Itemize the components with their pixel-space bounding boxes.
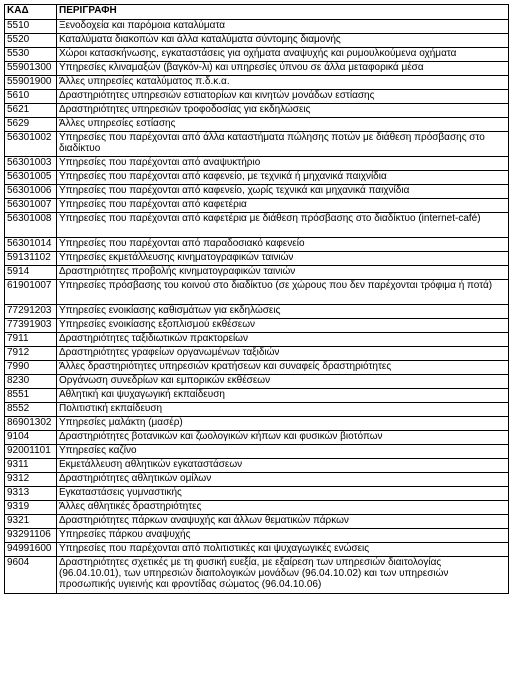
row-description: Δραστηριότητες υπηρεσιών τροφοδοσίας για εκδηλώσεις bbox=[57, 104, 509, 118]
row-code: 8230 bbox=[5, 375, 57, 389]
table-row bbox=[5, 347, 509, 361]
row-code: 5510 bbox=[5, 20, 57, 34]
row-code: 7990 bbox=[5, 361, 57, 375]
row-code: 7912 bbox=[5, 347, 57, 361]
table-header-row bbox=[5, 5, 509, 20]
column-header-description: ΠΕΡΙΓΡΑΦΗ bbox=[57, 5, 509, 20]
table-row bbox=[5, 157, 509, 171]
table-row bbox=[5, 375, 509, 389]
row-code: 56301003 bbox=[5, 157, 57, 171]
row-description: Οργάνωση συνεδρίων και εμπορικών εκθέσεων bbox=[57, 375, 509, 389]
row-code: 9311 bbox=[5, 459, 57, 473]
table-row bbox=[5, 280, 509, 305]
row-code: 55901300 bbox=[5, 62, 57, 76]
row-code: 55901900 bbox=[5, 76, 57, 90]
row-code: 93291106 bbox=[5, 529, 57, 543]
table-row bbox=[5, 48, 509, 62]
row-description: Υπηρεσίες κλιναμαξών (βαγκόν-λι) και υπηρεσίες ύπνου σε άλλα μεταφορικά μέσα bbox=[57, 62, 509, 76]
table-row bbox=[5, 104, 509, 118]
table-row bbox=[5, 403, 509, 417]
table-row bbox=[5, 132, 509, 157]
row-description: Υπηρεσίες εκμετάλλευσης κινηματογραφικών ταινιών bbox=[57, 252, 509, 266]
table-row bbox=[5, 199, 509, 213]
row-code: 8551 bbox=[5, 389, 57, 403]
row-description: Πολιτιστική εκπαίδευση bbox=[57, 403, 509, 417]
row-code: 56301008 bbox=[5, 213, 57, 238]
table-row bbox=[5, 557, 509, 594]
table-row bbox=[5, 20, 509, 34]
row-description: Εκμετάλλευση αθλητικών εγκαταστάσεων bbox=[57, 459, 509, 473]
row-description: Άλλες υπηρεσίες εστίασης bbox=[57, 118, 509, 132]
row-description: Δραστηριότητες αθλητικών ομίλων bbox=[57, 473, 509, 487]
table-row bbox=[5, 501, 509, 515]
row-code: 56301014 bbox=[5, 238, 57, 252]
row-description: Δραστηριότητες βοτανικών και ζωολογικών κήπων και φυσικών βιοτόπων bbox=[57, 431, 509, 445]
row-code: 5610 bbox=[5, 90, 57, 104]
row-code: 5621 bbox=[5, 104, 57, 118]
table-row bbox=[5, 171, 509, 185]
row-description: Υπηρεσίες που παρέχονται από καφενείο, με τεχνικά ή μηχανικά παιχνίδια bbox=[57, 171, 509, 185]
row-description: Δραστηριότητες υπηρεσιών εστιατορίων και κινητών μονάδων εστίασης bbox=[57, 90, 509, 104]
column-header-code: ΚΑΔ bbox=[5, 5, 57, 20]
row-description: Υπηρεσίες ενοικίασης καθισμάτων για εκδηλώσεις bbox=[57, 305, 509, 319]
table-row bbox=[5, 90, 509, 104]
row-description: Υπηρεσίες ενοικίασης εξοπλισμού εκθέσεων bbox=[57, 319, 509, 333]
row-description: Υπηρεσίες που παρέχονται από αναψυκτήριο bbox=[57, 157, 509, 171]
row-description: Υπηρεσίες καζίνο bbox=[57, 445, 509, 459]
row-description: Υπηρεσίες πάρκου αναψυχής bbox=[57, 529, 509, 543]
row-code: 9319 bbox=[5, 501, 57, 515]
row-code: 61901007 bbox=[5, 280, 57, 305]
row-code: 77391903 bbox=[5, 319, 57, 333]
row-code: 56301006 bbox=[5, 185, 57, 199]
row-code: 56301005 bbox=[5, 171, 57, 185]
table-body bbox=[5, 20, 509, 594]
table-row bbox=[5, 118, 509, 132]
row-code: 7911 bbox=[5, 333, 57, 347]
row-description: Άλλες υπηρεσίες καταλύματος π.δ.κ.α. bbox=[57, 76, 509, 90]
table-row bbox=[5, 431, 509, 445]
row-code: 59131102 bbox=[5, 252, 57, 266]
row-description: Καταλύματα διακοπών και άλλα καταλύματα σύντομης διαμονής bbox=[57, 34, 509, 48]
row-description: Υπηρεσίες που παρέχονται από άλλα καταστήματα πώλησης ποτών με διάθεση πρόσβασης στο διαδίκτυο bbox=[57, 132, 509, 157]
row-code: 9104 bbox=[5, 431, 57, 445]
row-description: Υπηρεσίες που παρέχονται από πολιτιστικές και ψυχαγωγικές ενώσεις bbox=[57, 543, 509, 557]
row-description: Δραστηριότητες σχετικές με τη φυσική ευεξία, με εξαίρεση των υπηρεσιών διαιτολογίας (96.04.10.01), των υπηρεσιών διαιτολογικών μονάδων (96.04.10.02) και των υπηρεσιών προσωπικής υγιεινής και φροντίδας σώματος (96.04.10.06) bbox=[57, 557, 509, 594]
row-description: Εγκαταστάσεις γυμναστικής bbox=[57, 487, 509, 501]
row-code: 8552 bbox=[5, 403, 57, 417]
row-description: Υπηρεσίες που παρέχονται από καφενείο, χωρίς τεχνικά και μηχανικά παιχνίδια bbox=[57, 185, 509, 199]
row-description: Αθλητική και ψυχαγωγική εκπαίδευση bbox=[57, 389, 509, 403]
row-code: 56301002 bbox=[5, 132, 57, 157]
table-row bbox=[5, 473, 509, 487]
row-description: Δραστηριότητες προβολής κινηματογραφικών ταινιών bbox=[57, 266, 509, 280]
table-row bbox=[5, 34, 509, 48]
table-row bbox=[5, 305, 509, 319]
row-code: 5914 bbox=[5, 266, 57, 280]
row-code: 92001101 bbox=[5, 445, 57, 459]
table-row bbox=[5, 361, 509, 375]
row-code: 5530 bbox=[5, 48, 57, 62]
row-description: Υπηρεσίες που παρέχονται από καφετέρια bbox=[57, 199, 509, 213]
table-row bbox=[5, 62, 509, 76]
row-description: Ξενοδοχεία και παρόμοια καταλύματα bbox=[57, 20, 509, 34]
table-row bbox=[5, 445, 509, 459]
row-code: 5520 bbox=[5, 34, 57, 48]
table-row bbox=[5, 319, 509, 333]
kad-table bbox=[4, 4, 509, 594]
table-row bbox=[5, 515, 509, 529]
table-row bbox=[5, 213, 509, 238]
row-description: Δραστηριότητες πάρκων αναψυχής και άλλων θεματικών πάρκων bbox=[57, 515, 509, 529]
table-row bbox=[5, 238, 509, 252]
table-row bbox=[5, 459, 509, 473]
table-row bbox=[5, 543, 509, 557]
row-code: 9312 bbox=[5, 473, 57, 487]
table-row bbox=[5, 76, 509, 90]
row-code: 86901302 bbox=[5, 417, 57, 431]
row-description: Άλλες αθλητικές δραστηριότητες bbox=[57, 501, 509, 515]
row-code: 77291203 bbox=[5, 305, 57, 319]
table-row bbox=[5, 389, 509, 403]
row-description: Υπηρεσίες πρόσβασης του κοινού στο διαδίκτυο (σε χώρους που δεν παρέχονται τρόφιμα ή ποτά) bbox=[57, 280, 509, 305]
row-description: Υπηρεσίες που παρέχονται από παραδοσιακό καφενείο bbox=[57, 238, 509, 252]
table-row bbox=[5, 487, 509, 501]
row-description: Υπηρεσίες που παρέχονται από καφετέρια με διάθεση πρόσβασης στο διαδίκτυο (internet-café) bbox=[57, 213, 509, 238]
row-description: Δραστηριότητες ταξιδιωτικών πρακτορείων bbox=[57, 333, 509, 347]
table-row bbox=[5, 529, 509, 543]
row-code: 5629 bbox=[5, 118, 57, 132]
table-row bbox=[5, 417, 509, 431]
row-code: 94991600 bbox=[5, 543, 57, 557]
row-description: Άλλες δραστηριότητες υπηρεσιών κρατήσεων και συναφείς δραστηριότητες bbox=[57, 361, 509, 375]
table-row bbox=[5, 333, 509, 347]
row-description: Χώροι κατασκήνωσης, εγκαταστάσεις για οχήματα αναψυχής και ρυμουλκούμενα οχήματα bbox=[57, 48, 509, 62]
row-code: 56301007 bbox=[5, 199, 57, 213]
row-description: Δραστηριότητες γραφείων οργανωμένων ταξιδιών bbox=[57, 347, 509, 361]
table-row bbox=[5, 266, 509, 280]
row-code: 9604 bbox=[5, 557, 57, 594]
row-code: 9313 bbox=[5, 487, 57, 501]
row-code: 9321 bbox=[5, 515, 57, 529]
table-row bbox=[5, 185, 509, 199]
row-description: Υπηρεσίες μαλάκτη (μασέρ) bbox=[57, 417, 509, 431]
table-row bbox=[5, 252, 509, 266]
